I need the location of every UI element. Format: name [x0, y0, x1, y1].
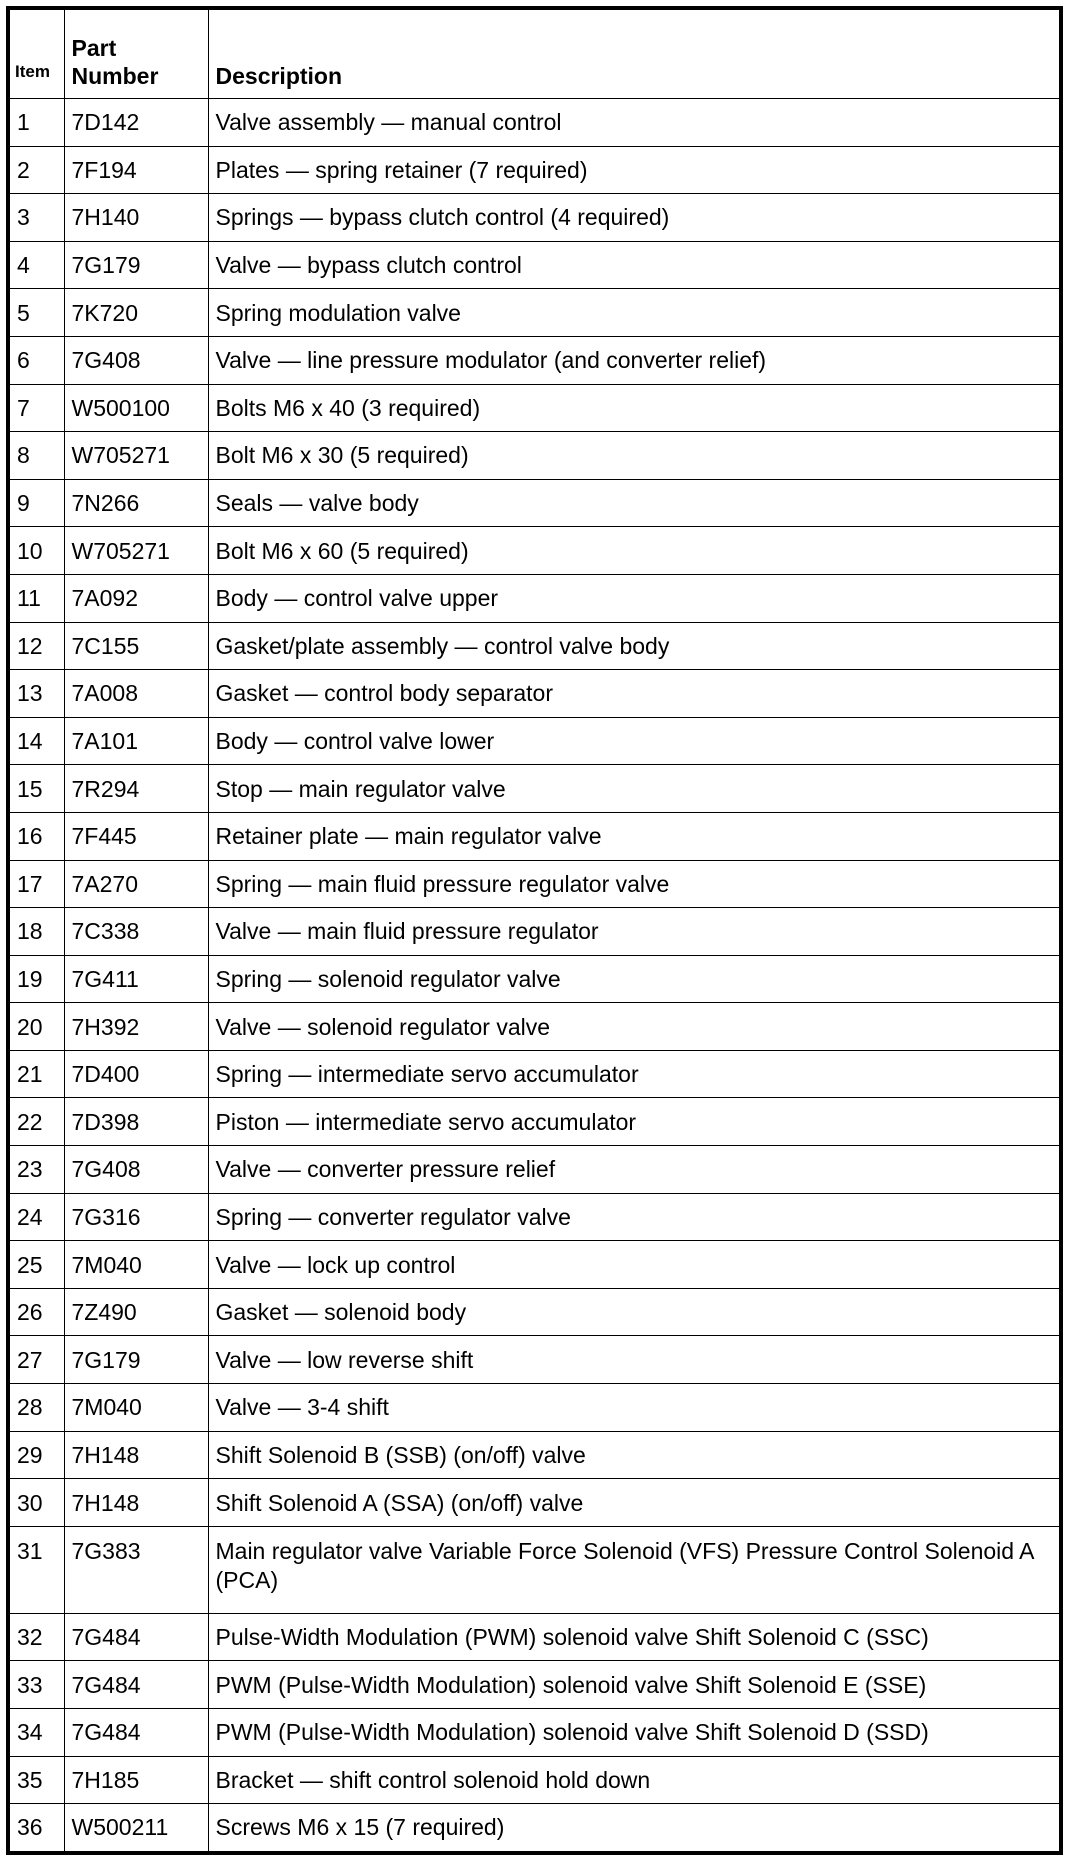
item-cell: 31 [8, 1526, 64, 1613]
table-row [8, 289, 1061, 337]
description-cell: Gasket — solenoid body [208, 1288, 1061, 1336]
table-row [8, 717, 1061, 765]
table-row [8, 336, 1061, 384]
description-cell: Spring — solenoid regulator valve [208, 955, 1061, 1003]
description-cell: Shift Solenoid B (SSB) (on/off) valve [208, 1431, 1061, 1479]
description-cell: Bolt M6 x 30 (5 required) [208, 432, 1061, 480]
part-number-cell: 7C338 [64, 908, 208, 956]
description-cell: Springs — bypass clutch control (4 required) [208, 194, 1061, 242]
header-row [8, 8, 1061, 99]
item-cell: 28 [8, 1384, 64, 1432]
table-row [8, 479, 1061, 527]
item-cell: 35 [8, 1756, 64, 1804]
item-cell: 30 [8, 1479, 64, 1527]
part-number-cell: 7N266 [64, 479, 208, 527]
part-number-cell: 7H148 [64, 1479, 208, 1527]
item-cell: 13 [8, 670, 64, 718]
item-cell: 3 [8, 194, 64, 242]
part-number-cell: 7D400 [64, 1050, 208, 1098]
description-cell: Spring modulation valve [208, 289, 1061, 337]
table-row [8, 527, 1061, 575]
part-number-cell: 7H392 [64, 1003, 208, 1051]
part-number-cell: 7G484 [64, 1661, 208, 1709]
table-row [8, 1431, 1061, 1479]
part-number-cell: 7D142 [64, 99, 208, 147]
table-row [8, 1661, 1061, 1709]
description-cell: Gasket — control body separator [208, 670, 1061, 718]
item-cell: 5 [8, 289, 64, 337]
table-row [8, 1709, 1061, 1757]
table-row [8, 1098, 1061, 1146]
description-cell: Valve — lock up control [208, 1241, 1061, 1289]
header-description: Description [208, 8, 1061, 99]
description-cell: Bracket — shift control solenoid hold down [208, 1756, 1061, 1804]
table-row [8, 146, 1061, 194]
item-cell: 24 [8, 1193, 64, 1241]
parts-table [6, 6, 1063, 1855]
description-cell: PWM (Pulse-Width Modulation) solenoid valve Shift Solenoid D (SSD) [208, 1709, 1061, 1757]
part-number-cell: 7A270 [64, 860, 208, 908]
part-number-cell: 7Z490 [64, 1288, 208, 1336]
table-row [8, 1050, 1061, 1098]
description-cell: Screws M6 x 15 (7 required) [208, 1804, 1061, 1853]
description-cell: Plates — spring retainer (7 required) [208, 146, 1061, 194]
item-cell: 16 [8, 812, 64, 860]
description-cell: Body — control valve lower [208, 717, 1061, 765]
table-row [8, 622, 1061, 670]
item-cell: 12 [8, 622, 64, 670]
part-number-cell: W500100 [64, 384, 208, 432]
part-number-cell: 7G316 [64, 1193, 208, 1241]
table-row [8, 670, 1061, 718]
description-cell: Spring — main fluid pressure regulator valve [208, 860, 1061, 908]
table-row [8, 765, 1061, 813]
item-cell: 27 [8, 1336, 64, 1384]
description-cell: Spring — converter regulator valve [208, 1193, 1061, 1241]
description-cell: Shift Solenoid A (SSA) (on/off) valve [208, 1479, 1061, 1527]
table-row [8, 574, 1061, 622]
item-cell: 11 [8, 574, 64, 622]
table-row [8, 1146, 1061, 1194]
item-cell: 9 [8, 479, 64, 527]
item-cell: 33 [8, 1661, 64, 1709]
table-row [8, 1288, 1061, 1336]
item-cell: 20 [8, 1003, 64, 1051]
description-cell: Bolt M6 x 60 (5 required) [208, 527, 1061, 575]
part-number-cell: 7H140 [64, 194, 208, 242]
part-number-cell: 7G408 [64, 1146, 208, 1194]
part-number-cell: 7A008 [64, 670, 208, 718]
description-cell: Valve — low reverse shift [208, 1336, 1061, 1384]
item-cell: 2 [8, 146, 64, 194]
table-row [8, 1479, 1061, 1527]
description-cell: Valve — bypass clutch control [208, 241, 1061, 289]
item-cell: 25 [8, 1241, 64, 1289]
description-cell: Pulse-Width Modulation (PWM) solenoid valve Shift Solenoid C (SSC) [208, 1613, 1061, 1661]
part-number-cell: W500211 [64, 1804, 208, 1853]
part-number-cell: 7H148 [64, 1431, 208, 1479]
table-row [8, 241, 1061, 289]
description-cell: Valve — 3-4 shift [208, 1384, 1061, 1432]
item-cell: 26 [8, 1288, 64, 1336]
description-cell: Retainer plate — main regulator valve [208, 812, 1061, 860]
item-cell: 1 [8, 99, 64, 147]
part-number-cell: 7M040 [64, 1384, 208, 1432]
part-number-cell: 7G408 [64, 336, 208, 384]
part-number-cell: 7G484 [64, 1709, 208, 1757]
description-cell: Spring — intermediate servo accumulator [208, 1050, 1061, 1098]
part-number-cell: W705271 [64, 527, 208, 575]
table-row [8, 1336, 1061, 1384]
table-row [8, 99, 1061, 147]
item-cell: 32 [8, 1613, 64, 1661]
description-cell: Valve — main fluid pressure regulator [208, 908, 1061, 956]
table-row [8, 194, 1061, 242]
description-cell: Main regulator valve Variable Force Solenoid (VFS) Pressure Control Solenoid A (PCA) [208, 1526, 1061, 1613]
table-row [8, 1526, 1061, 1613]
part-number-cell: 7G179 [64, 1336, 208, 1384]
item-cell: 23 [8, 1146, 64, 1194]
item-cell: 22 [8, 1098, 64, 1146]
item-cell: 34 [8, 1709, 64, 1757]
table-row [8, 1756, 1061, 1804]
item-cell: 14 [8, 717, 64, 765]
item-cell: 29 [8, 1431, 64, 1479]
table-row [8, 1613, 1061, 1661]
item-cell: 6 [8, 336, 64, 384]
table-row [8, 384, 1061, 432]
part-number-cell: 7R294 [64, 765, 208, 813]
description-cell: Body — control valve upper [208, 574, 1061, 622]
item-cell: 7 [8, 384, 64, 432]
item-cell: 19 [8, 955, 64, 1003]
part-number-cell: 7H185 [64, 1756, 208, 1804]
item-cell: 18 [8, 908, 64, 956]
description-cell: Piston — intermediate servo accumulator [208, 1098, 1061, 1146]
part-number-cell: 7A092 [64, 574, 208, 622]
part-number-cell: 7K720 [64, 289, 208, 337]
description-cell: Seals — valve body [208, 479, 1061, 527]
description-cell: Valve — line pressure modulator (and converter relief) [208, 336, 1061, 384]
item-cell: 15 [8, 765, 64, 813]
part-number-cell: 7F445 [64, 812, 208, 860]
part-number-cell: 7G179 [64, 241, 208, 289]
part-number-cell: W705271 [64, 432, 208, 480]
description-cell: PWM (Pulse-Width Modulation) solenoid valve Shift Solenoid E (SSE) [208, 1661, 1061, 1709]
table-row [8, 1193, 1061, 1241]
description-cell: Gasket/plate assembly — control valve body [208, 622, 1061, 670]
table-row [8, 908, 1061, 956]
part-number-cell: 7C155 [64, 622, 208, 670]
table-row [8, 1241, 1061, 1289]
part-number-cell: 7G411 [64, 955, 208, 1003]
part-number-cell: 7A101 [64, 717, 208, 765]
table-row [8, 812, 1061, 860]
table-row [8, 1384, 1061, 1432]
description-cell: Valve — converter pressure relief [208, 1146, 1061, 1194]
item-cell: 4 [8, 241, 64, 289]
item-cell: 21 [8, 1050, 64, 1098]
description-cell: Valve assembly — manual control [208, 99, 1061, 147]
description-cell: Valve — solenoid regulator valve [208, 1003, 1061, 1051]
part-number-cell: 7M040 [64, 1241, 208, 1289]
item-cell: 36 [8, 1804, 64, 1853]
table-row [8, 432, 1061, 480]
table-row [8, 860, 1061, 908]
item-cell: 10 [8, 527, 64, 575]
header-part-number: Part Number [64, 8, 208, 99]
table-row [8, 1804, 1061, 1853]
item-cell: 8 [8, 432, 64, 480]
part-number-cell: 7D398 [64, 1098, 208, 1146]
table-row [8, 955, 1061, 1003]
part-number-cell: 7G484 [64, 1613, 208, 1661]
table-row [8, 1003, 1061, 1051]
part-number-cell: 7G383 [64, 1526, 208, 1613]
description-cell: Stop — main regulator valve [208, 765, 1061, 813]
part-number-cell: 7F194 [64, 146, 208, 194]
description-cell: Bolts M6 x 40 (3 required) [208, 384, 1061, 432]
item-cell: 17 [8, 860, 64, 908]
header-item: Item [8, 8, 64, 99]
